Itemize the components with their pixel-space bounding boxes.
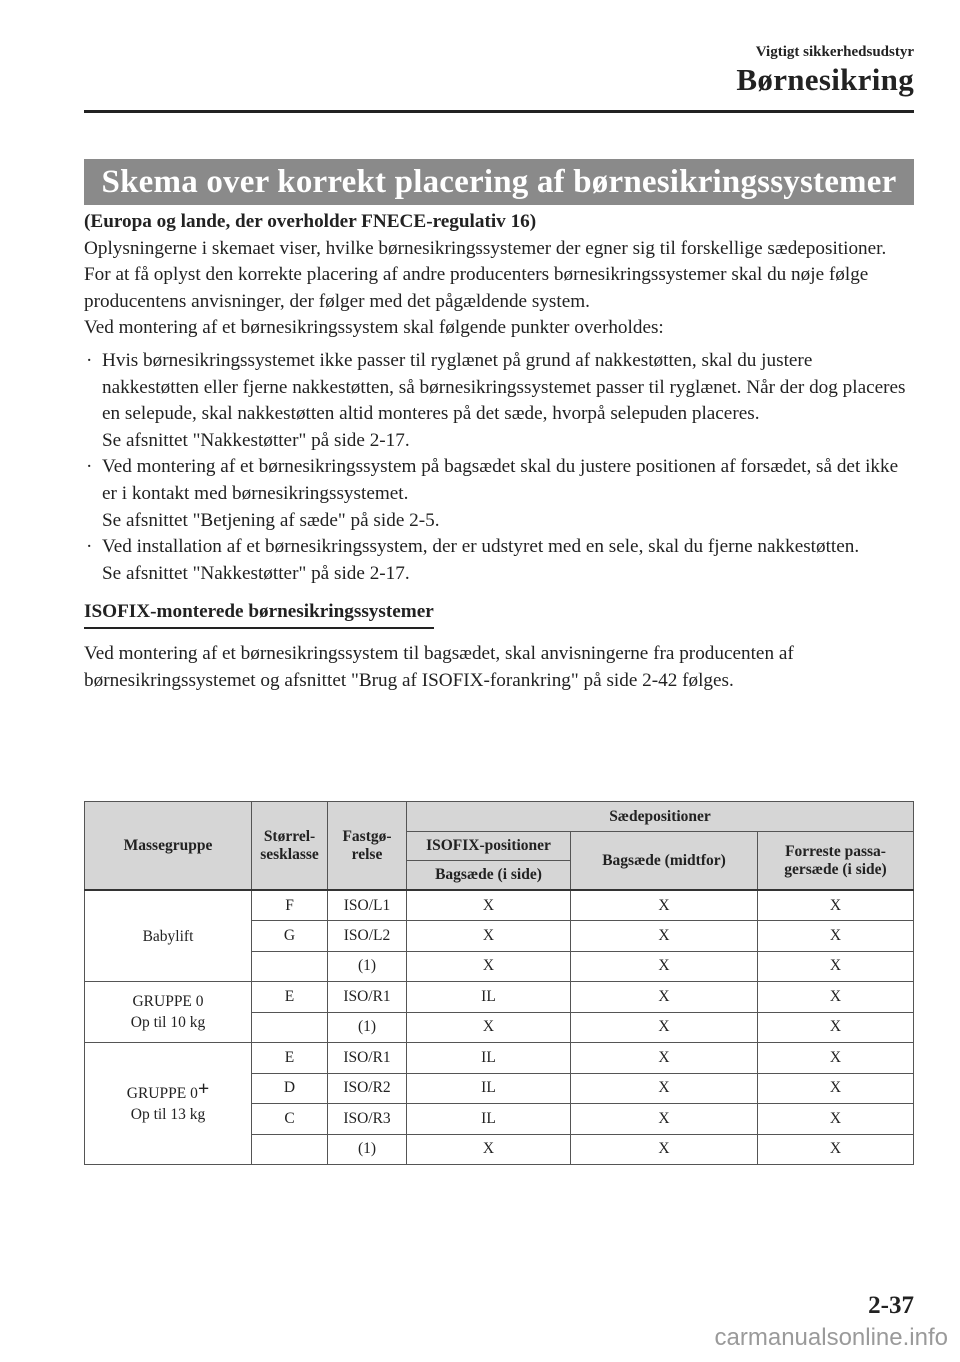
fixture-cell: ISO/R2 xyxy=(328,1073,407,1104)
list-item xyxy=(84,348,914,454)
col-header-size-class: Størrel- sesklasse xyxy=(252,802,328,891)
bullet-reference: Se afsnittet "Nakkestøtter" på side 2-17. xyxy=(102,429,410,451)
rear-side-cell: X xyxy=(407,1134,571,1165)
fixture-cell: ISO/L1 xyxy=(328,890,407,921)
fixture-cell: (1) xyxy=(328,951,407,982)
fixture-cell: ISO/L2 xyxy=(328,921,407,952)
rear-side-cell: X xyxy=(407,951,571,982)
watermark: carmanualsonline.info xyxy=(714,1324,948,1351)
rear-center-cell: X xyxy=(571,982,758,1013)
rear-side-cell: X xyxy=(407,890,571,921)
group-cell: Babylift xyxy=(85,890,252,982)
front-passenger-cell: X xyxy=(758,951,914,982)
fixture-cell: ISO/R3 xyxy=(328,1104,407,1135)
size-cell: E xyxy=(252,982,328,1013)
col-header-rear-side: Bagsæde (i side) xyxy=(407,861,571,891)
rear-center-cell: X xyxy=(571,1134,758,1165)
rear-side-cell: IL xyxy=(407,1043,571,1074)
front-passenger-cell: X xyxy=(758,890,914,921)
rear-side-cell: IL xyxy=(407,982,571,1013)
size-cell: E xyxy=(252,1043,328,1074)
rear-center-cell: X xyxy=(571,951,758,982)
group-cell: GRUPPE 0 Op til 10 kg xyxy=(85,982,252,1043)
group-cell: GRUPPE 0+ Op til 13 kg xyxy=(85,1043,252,1165)
rear-side-cell: IL xyxy=(407,1104,571,1135)
chapter-title: Børnesikring xyxy=(736,62,914,97)
regulation-subtitle: (Europa og lande, der overholder FNECE-regulativ 16) xyxy=(84,211,537,232)
bullet-icon: · xyxy=(86,349,93,371)
header-rule xyxy=(84,110,914,113)
front-passenger-cell: X xyxy=(758,921,914,952)
col-header-rear-center: Bagsæde (midtfor) xyxy=(571,832,758,891)
intro-paragraph: Oplysningerne i skemaet viser, hvilke børnesikringssystemer der egner sig til forskellige sædepositioner. For at få oplyst den korrekte placering af andre producenters børnesikringssystemer skal du nøje følge producentens anvisninger, der følger med det pågældende system. xyxy=(84,237,887,312)
list-item xyxy=(84,534,914,587)
rear-center-cell: X xyxy=(571,890,758,921)
isofix-paragraph: Ved montering af et børnesikringssystem til bagsædet, skal anvisningerne fra producenten af børnesikringssystemet og afsnittet "Brug af ISOFIX-forankring" på side 2-42 følges. xyxy=(84,642,794,691)
fixture-cell: (1) xyxy=(328,1134,407,1165)
front-passenger-cell: X xyxy=(758,1012,914,1043)
rear-side-cell: X xyxy=(407,921,571,952)
col-header-massegruppe: Massegruppe xyxy=(85,802,252,891)
size-cell xyxy=(252,1012,328,1043)
fixture-cell: (1) xyxy=(328,1012,407,1043)
col-header-seat-positions: Sædepositioner xyxy=(407,802,914,832)
rear-side-cell: IL xyxy=(407,1073,571,1104)
col-header-isofix-positions: ISOFIX-positioner xyxy=(407,832,571,861)
bullet-list xyxy=(84,348,914,587)
bullet-reference: Se afsnittet "Nakkestøtter" på side 2-17. xyxy=(102,562,410,584)
front-passenger-cell: X xyxy=(758,1134,914,1165)
size-cell: D xyxy=(252,1073,328,1104)
fixture-cell: ISO/R1 xyxy=(328,1043,407,1074)
isofix-heading: ISOFIX-monterede børnesikringssystemer xyxy=(84,599,434,629)
plus-icon: + xyxy=(197,1077,210,1100)
seat-position-table xyxy=(84,801,914,1165)
page-number: 2-37 xyxy=(868,1292,914,1319)
bullet-icon: · xyxy=(86,536,93,558)
rear-center-cell: X xyxy=(571,1043,758,1074)
rear-center-cell: X xyxy=(571,1104,758,1135)
body-content xyxy=(84,209,914,694)
size-cell: G xyxy=(252,921,328,952)
col-header-fixture: Fastgø- relse xyxy=(328,802,407,891)
bullet-text: Ved installation af et børnesikringssystem, der er udstyret med en sele, skal du fjerne nakkestøtten. xyxy=(102,536,860,558)
rear-center-cell: X xyxy=(571,1012,758,1043)
size-cell: C xyxy=(252,1104,328,1135)
rear-center-cell: X xyxy=(571,1073,758,1104)
size-cell xyxy=(252,951,328,982)
bullet-reference: Se afsnittet "Betjening af sæde" på side 2-5. xyxy=(102,509,440,531)
front-passenger-cell: X xyxy=(758,982,914,1013)
bullet-icon: · xyxy=(86,456,93,478)
front-passenger-cell: X xyxy=(758,1104,914,1135)
col-header-front-passenger: Forreste passa- gersæde (i side) xyxy=(758,832,914,891)
front-passenger-cell: X xyxy=(758,1043,914,1074)
front-passenger-cell: X xyxy=(758,1073,914,1104)
table-row xyxy=(85,1043,914,1074)
bullet-text: Hvis børnesikringssystemet ikke passer til ryglænet på grund af nakkestøtten, skal du justere nakkestøtten eller fjerne nakkestøtten, så børnesikringssystemet passer til ryglænet. Når der dog placeres en selepude, skal nakkestøtten altid monteres på det sæde, hvorpå selepuden placeres. xyxy=(102,349,906,425)
table-row xyxy=(85,982,914,1013)
size-cell: F xyxy=(252,890,328,921)
section-label: Vigtigt sikkerhedsudstyr xyxy=(755,44,914,60)
list-item xyxy=(84,454,914,534)
fixture-cell: ISO/R1 xyxy=(328,982,407,1013)
bullet-text: Ved montering af et børnesikringssystem på bagsædet skal du justere positionen af forsædet, så det ikke er i kontakt med børnesikringssystemet. xyxy=(102,456,899,504)
intro-lead: Ved montering af et børnesikringssystem skal følgende punkter overholdes: xyxy=(84,317,664,339)
rear-side-cell: X xyxy=(407,1012,571,1043)
section-banner: Skema over korrekt placering af børnesikringssystemer xyxy=(84,159,914,205)
table-row xyxy=(85,890,914,921)
rear-center-cell: X xyxy=(571,921,758,952)
size-cell xyxy=(252,1134,328,1165)
